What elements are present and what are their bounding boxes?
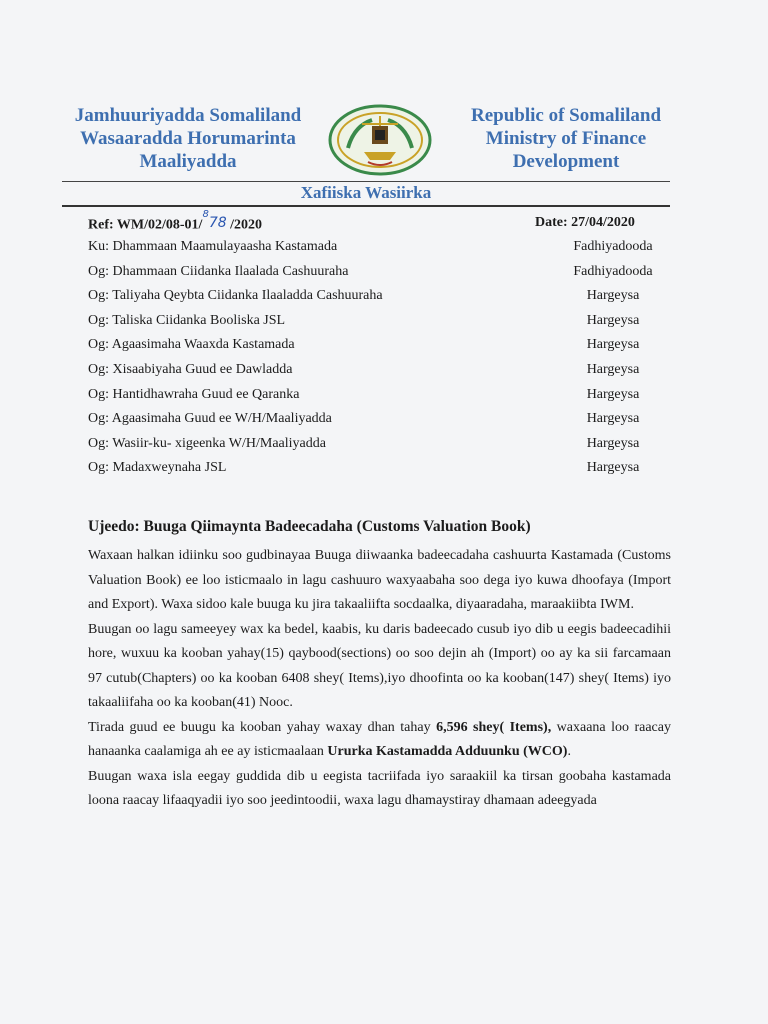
- addressee-name: Og: Dhammaan Ciidanka Ilaalada Cashuuraha: [88, 263, 349, 279]
- addressee-row: [88, 411, 668, 436]
- addressee-place: Hargeysa: [586, 435, 640, 451]
- header-somali: [62, 104, 314, 173]
- addressee-row: [88, 436, 668, 461]
- letter-date: Date: 27/04/2020: [535, 215, 635, 230]
- header-somali-line: Wasaaradda Horumarinta: [80, 128, 296, 149]
- header-english-line: Ministry of Finance: [485, 128, 647, 149]
- item-total: 6,596 shey( Items),: [436, 719, 552, 735]
- header-divider-top: [62, 181, 670, 182]
- subject-heading: Ujeedo: Buuga Qiimaynta Badeecadaha (Customs Valuation Book): [88, 518, 531, 535]
- addressee-place: Hargeysa: [586, 337, 640, 353]
- office-title: Xafiiska Wasiirka: [300, 183, 432, 202]
- addressee-name: Og: Hantidhawraha Guud ee Qaranka: [88, 386, 300, 402]
- addressee-name: Og: Wasiir-ku- xigeenka W/H/Maaliyadda: [88, 435, 326, 451]
- addressee-name: Og: Taliyaha Qeybta Ciidanka Ilaaladda Cashuuraha: [88, 288, 383, 304]
- addressee-place: Hargeysa: [586, 288, 640, 304]
- header-divider-bottom: [62, 205, 670, 207]
- addressee-name: Og: Madaxweynaha JSL: [88, 460, 227, 476]
- emblem-seal-icon: [328, 104, 432, 176]
- addressee-list: [88, 239, 668, 485]
- addressee-place: Hargeysa: [586, 460, 640, 476]
- addressee-name: Ku: Dhammaan Maamulayaasha Kastamada: [88, 239, 338, 254]
- addressee-place: Fadhiyadooda: [573, 239, 653, 254]
- ref-handwritten-sup: 8: [202, 209, 209, 220]
- addressee-place: Hargeysa: [586, 411, 640, 427]
- body-text-run: Tirada guud ee buugu ka kooban yahay waxay dhan tahay: [88, 719, 437, 735]
- addressee-name: Og: Taliska Ciidanka Booliska JSL: [88, 312, 286, 328]
- body-paragraph: [88, 716, 671, 765]
- addressee-place: Hargeysa: [586, 361, 640, 377]
- body-paragraph: Buugan waxa isla eegay guddida dib u eegista tacriifada iyo saraakiil ka tirsan goobaha kastamada loona raacay lifaaqyadii iyo soo jeedintoodii, waxa lagu dhamaystiray dhamaan adeegyada: [88, 768, 671, 808]
- addressee-place: Fadhiyadooda: [573, 263, 653, 279]
- reference-number: [88, 209, 263, 234]
- addressee-name: Og: Agaasimaha Waaxda Kastamada: [88, 337, 295, 353]
- wco-abbrev: (WCO): [523, 744, 568, 759]
- addressee-place: Hargeysa: [586, 312, 640, 328]
- ref-prefix: Ref: WM/02/08-01/: [88, 217, 203, 233]
- addressee-row: [88, 313, 668, 338]
- body-text-run: waxaana loo raacay hanaanka caalamiga ah ee ay isticmaalaan: [88, 719, 671, 759]
- body-text-run: .: [567, 744, 571, 759]
- body-paragraph: Buugan oo lagu sameeyey wax ka bedel, kaabis, ku daris badeecado cusub iyo dib u eegis badeecadihii hore, wuxuu ka kooban yahay(15) qaybood(sections) oo soo dejin ah (Import) oo ay ka sii farcamaan 97 cutub(Chapters) oo ka kooban 6408 shey( Items),iyo dhoofinta oo ka kooban(147) shey( Items) iyo takaaliifaha oo ka kooban(41) Nooc.: [88, 621, 671, 710]
- ref-handwritten-number: [202, 209, 227, 231]
- header-english-line: Development: [512, 151, 620, 172]
- body-paragraph: Waxaan halkan idiinku soo gudbinayaa Buuga diiwaanka badeecadaha cashuurta Kastamada (Customs Valuation Book) ee loo isticmaalo in lagu cashuuro waxyaabaha soo dega iyo kuwa dhoofaya (Import and Export). Waxa sidoo kale buuga ku jira takaaliifta socdaalka, diyaaradaha, maraakiibta IWM.: [88, 548, 671, 612]
- wco-name: Ururka Kastamadda Adduunku: [327, 744, 520, 759]
- header-english: [452, 104, 680, 173]
- addressee-row: [88, 264, 668, 289]
- addressee-row: [88, 362, 668, 387]
- addressee-place: Hargeysa: [586, 386, 640, 402]
- addressee-name: Og: Agaasimaha Guud ee W/H/Maaliyadda: [88, 411, 332, 427]
- addressee-row: [88, 387, 668, 412]
- header-somali-line: Maaliyadda: [139, 151, 237, 172]
- header-english-line: Republic of Somaliland: [470, 105, 662, 126]
- addressee-row: [88, 337, 668, 362]
- letter-body: [88, 544, 671, 814]
- addressee-row: [88, 288, 668, 313]
- ref-handwritten-main: 78: [208, 214, 227, 231]
- ref-suffix: /2020: [226, 217, 263, 233]
- addressee-name: Og: Xisaabiyaha Guud ee Dawladda: [88, 361, 293, 377]
- addressee-row: [88, 239, 668, 264]
- addressee-row: [88, 460, 668, 485]
- header-somali-line: Jamhuuriyadda Somaliland: [74, 105, 302, 126]
